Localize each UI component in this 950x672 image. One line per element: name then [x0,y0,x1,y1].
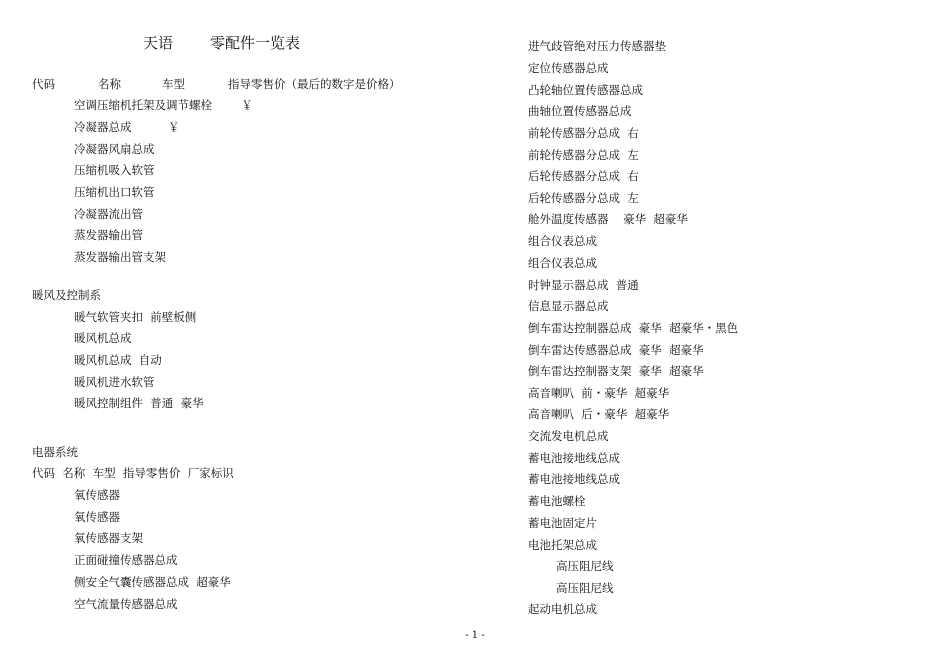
list-item: 高音喇叭 前・豪华 超豪华 [528,386,670,400]
list-item: 暖风机总成 自动 [74,353,162,367]
header-code: 代码 [32,77,55,91]
list-item: 蒸发器输出管支架 [74,250,166,264]
list-item: 电池托架总成 [528,538,597,552]
list-item: 侧安全气囊传感器总成 超豪华 [74,575,231,589]
header-name: 名称 [98,77,121,91]
list-item: 蓄电池固定片 [528,516,597,530]
list-item: 后轮传感器分总成 右 [528,169,639,183]
list-item: 空调压缩机托架及调节螺栓 ￥ [74,98,253,112]
list-item: 前轮传感器分总成 右 [528,126,639,140]
list-item: 蓄电池接地线总成 [528,472,620,486]
header-model: 车型 [162,77,185,91]
page-number: - 1 - [465,630,485,641]
list-item: 组合仪表总成 [528,234,597,248]
electrical-header-row: 代码 名称 车型 指导零售价 厂家标识 [32,466,234,480]
list-item: 氧传感器支架 [74,531,143,545]
section-heading-electrical: 电器系统 [32,445,78,459]
list-item: 时钟显示器总成 普通 [528,278,639,292]
list-item: 曲轴位置传感器总成 [528,104,632,118]
list-item: 压缩机吸入软管 [74,163,155,177]
list-item: 暖气软管夹扣 前壁板侧 [74,310,197,324]
list-item: 空气流量传感器总成 [74,597,178,611]
list-item: 前轮传感器分总成 左 [528,148,639,162]
list-item: 压缩机出口软管 [74,185,155,199]
list-sub-item: 高压阻尼线 [556,581,614,595]
list-item: 暖风机总成 [74,331,132,345]
list-item: 蒸发器输出管 [74,228,143,242]
list-item: 冷凝器风扇总成 [74,142,155,156]
list-item: 后轮传感器分总成 左 [528,191,639,205]
list-item: 凸轮轴位置传感器总成 [528,83,643,97]
list-item: 高音喇叭 后・豪华 超豪华 [528,407,670,421]
list-item: 起动电机总成 [528,602,597,616]
list-item: 冷凝器总成 ￥ [74,120,180,134]
section-heading-heating: 暖风及控制系 [32,288,101,302]
list-sub-item: 高压阻尼线 [556,559,614,573]
list-item: 正面碰撞传感器总成 [74,553,178,567]
list-item: 进气歧管绝对压力传感器垫 [528,39,666,53]
list-item: 倒车雷达控制器支架 豪华 超豪华 [528,364,704,378]
title-car-model: 天语 [143,34,174,52]
list-item: 组合仪表总成 [528,256,597,270]
list-item: 倒车雷达传感器总成 豪华 超豪华 [528,343,704,357]
list-item: 定位传感器总成 [528,61,609,75]
header-price: 指导零售价（最后的数字是价格） [228,77,401,91]
list-item: 蓄电池接地线总成 [528,451,620,465]
list-item: 舱外温度传感器 豪华 超豪华 [528,212,688,226]
list-item: 暖风控制组件 普通 豪华 [74,396,204,410]
list-item: 氧传感器 [74,510,120,524]
list-item: 暖风机进水软管 [74,375,155,389]
title-parts-list: 零配件一览表 [210,34,301,52]
list-item: 冷凝器流出管 [74,207,143,221]
list-item: 蓄电池螺栓 [528,494,586,508]
list-item: 倒车雷达控制器总成 豪华 超豪华・黑色 [528,321,739,335]
list-item: 氧传感器 [74,488,120,502]
list-item: 信息显示器总成 [528,299,609,313]
list-item: 交流发电机总成 [528,429,609,443]
